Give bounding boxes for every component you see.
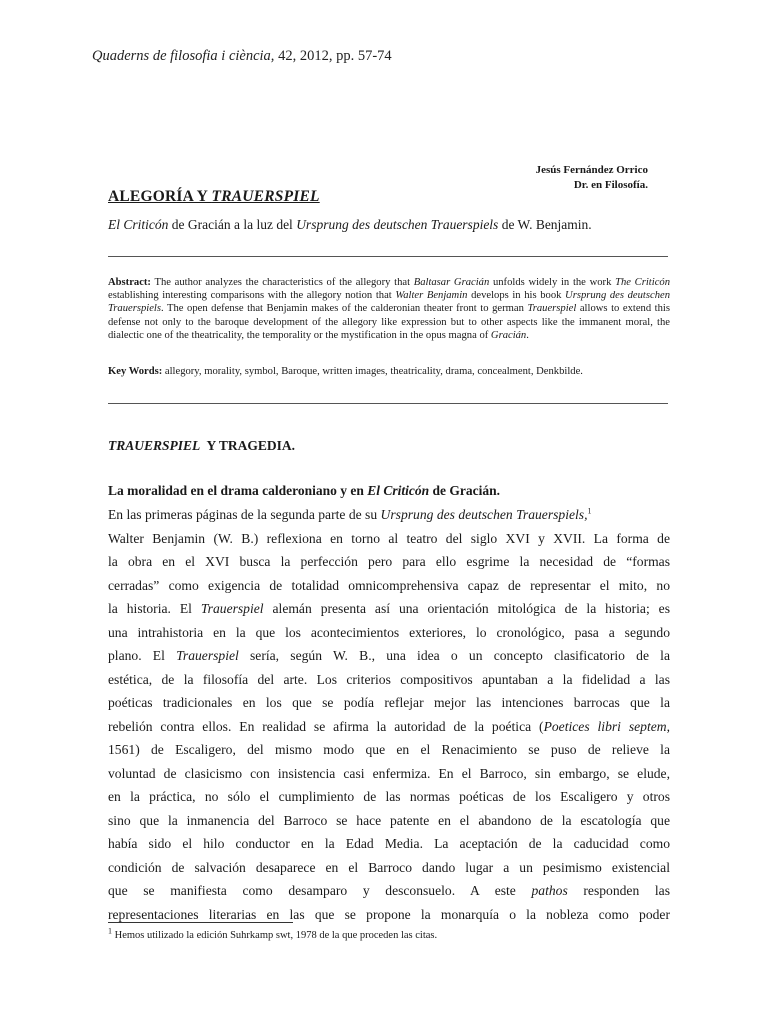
section-heading-part-1: TRAUERSPIEL [108,438,201,453]
section-heading-part-2: Y TRAGEDIA. [200,438,296,453]
footnote-number: 1 [108,926,112,936]
body-text-segment: En las primeras páginas de la segunda parte de su [108,507,381,522]
body-text-segment: la historia. El [108,601,201,616]
body-line [108,644,670,668]
subtitle-part-4: de W. Benjamin. [498,217,592,232]
body-line: voluntad de clasicismo con insistencia casi enfermiza. En el Barroco, sin embargo, se elude, [108,765,670,781]
author-name: Jesús Fernández Orrico [535,164,648,176]
abstract-text-4: The Criticón [615,277,670,288]
body-text-segment: pathos [531,883,568,898]
title-part-2: TRAUERSPIEL [211,188,320,205]
footnote-text: Hemos utilizado la edición Suhrkamp swt, 1978 de la que proceden las citas. [112,930,438,941]
body-line: Walter Benjamin (W. B.) reflexiona en torno al teatro del siglo XVI y XVII. La forma de [108,530,670,546]
abstract [108,276,670,342]
body-line: condición de salvación desaparece en el Barroco dando lugar a un pesimismo existencial [108,859,670,875]
body-text-segment: , [666,718,670,734]
abstract-text-11: allows to extend this defense not only to the baroque development of the allegory like expression but to other aspects like the immanent moral, the dialectic one of the theatricality, the temporality or the mystification in the opus magna of [108,303,670,341]
footnote-divider [108,922,293,923]
body-text-segment: sería, según W. B., una idea o un concepto clasificatorio de la [238,648,670,663]
keywords-label: Key Words: [108,366,163,377]
abstract-text-9: . The open defense that Benjamin makes of the calderonian theater front to german [160,303,528,315]
title-part-1: ALEGORÍA Y [108,188,212,205]
article-title [108,188,320,206]
abstract-text-13: . [526,329,529,341]
body-text-segment: alemán presenta así una orientación mitológica de la historia; es [263,601,670,616]
body-line: representaciones literarias en las que se propone la monarquía o la nobleza como poder [108,906,670,922]
subsection-part-1: La moralidad en el drama calderoniano y en [108,483,368,498]
body-line: la obra en el XVI busca la perfección pero para ello esgrime la necesidad de “formas [108,554,670,569]
footnote [108,926,438,941]
body-line: 1561) de Escaligero, del mismo modo que en el Renacimiento se puso de relieve la [108,742,670,757]
author-block [536,163,648,193]
body-text-segment: Trauerspiel [176,648,239,663]
abstract-text-12: Gracián [490,329,527,341]
journal-citation [92,48,392,65]
abstract-text-8: Ursprung des deutschen Trauerspiels [108,290,670,315]
author-degree: Dr. en Filosofía. [573,179,648,191]
abstract-text-1: The author analyzes the characteristics of the allegory that [150,277,414,288]
abstract-text-10: Trauerspiel [527,303,577,315]
body-text-segment: responden las [567,883,670,898]
body-line: sino que la inmanencia del Barroco se hace patente en el abandono de la escatología que [108,812,670,828]
body-line [108,503,670,527]
divider-top [108,256,668,257]
body-line: poéticas tradicionales en los que se podía reflejar mejor las intenciones barrocas que la [108,695,670,710]
keywords-text: allegory, morality, symbol, Baroque, written images, theatricality, drama, concealment, Denkbilde. [162,366,583,377]
journal-issue: 42, 2012, pp. 57-74 [274,48,392,64]
abstract-text-2: Baltasar Gracián [413,277,490,288]
body-line [108,879,670,903]
body-text-segment: plano. El [108,648,177,663]
body-line: había sido el hilo conductor en la Edad Media. La aceptación de la caducidad como [108,836,670,851]
abstract-text-6: Walter Benjamin [395,290,468,302]
subsection-part-2: El Criticón [367,483,430,498]
abstract-text-3: unfolds widely in the work [489,277,616,288]
journal-name: Quaderns de filosofia i ciència, [92,48,275,64]
body-line [108,597,670,621]
body-text [108,503,670,926]
body-line: cerradas” como exigencia de totalidad omnicomprehensiva capaz de representar el mito, no [108,577,670,593]
section-heading [108,438,295,454]
body-line: estética, de la filosofía del arte. Los criterios compositivos apuntaban a la fidelidad a las [108,671,670,687]
keywords [108,365,670,378]
body-line: una intrahistoria en la que los acontecimientos exteriores, lo cronológico, pasa a segundo [108,624,670,640]
subsection-heading [108,483,500,499]
abstract-label: Abstract: [108,277,151,288]
body-text-segment: Poetices libri septem [543,718,667,734]
body-text-segment: Trauerspiel [200,601,264,616]
body-line: en la práctica, no sólo el cumplimiento de las normas poéticas de los Escaligero y otros [108,789,670,804]
subtitle-part-3: Ursprung des deutschen Trauerspiels [296,217,499,232]
subsection-part-3: de Gracián. [429,483,501,498]
body-text-segment: rebelión contra ellos. En realidad se afirma la autoridad de la poética ( [108,718,544,734]
abstract-text-7: develops in his book [467,290,566,302]
abstract-text-5: establishing interesting comparisons with the allegory notion that [108,290,396,302]
body-text-segment: Ursprung des deutschen Trauerspiels, [380,507,588,522]
article-subtitle [108,217,592,233]
subtitle-part-2: de Gracián a la luz del [168,217,297,232]
subtitle-part-1: El Criticón [108,217,169,232]
body-text-segment: que se manifiesta como desamparo y desconsuelo. A este [108,883,532,898]
divider-bottom [108,403,668,404]
footnote-ref[interactable]: 1 [587,506,592,516]
body-line [108,715,670,739]
